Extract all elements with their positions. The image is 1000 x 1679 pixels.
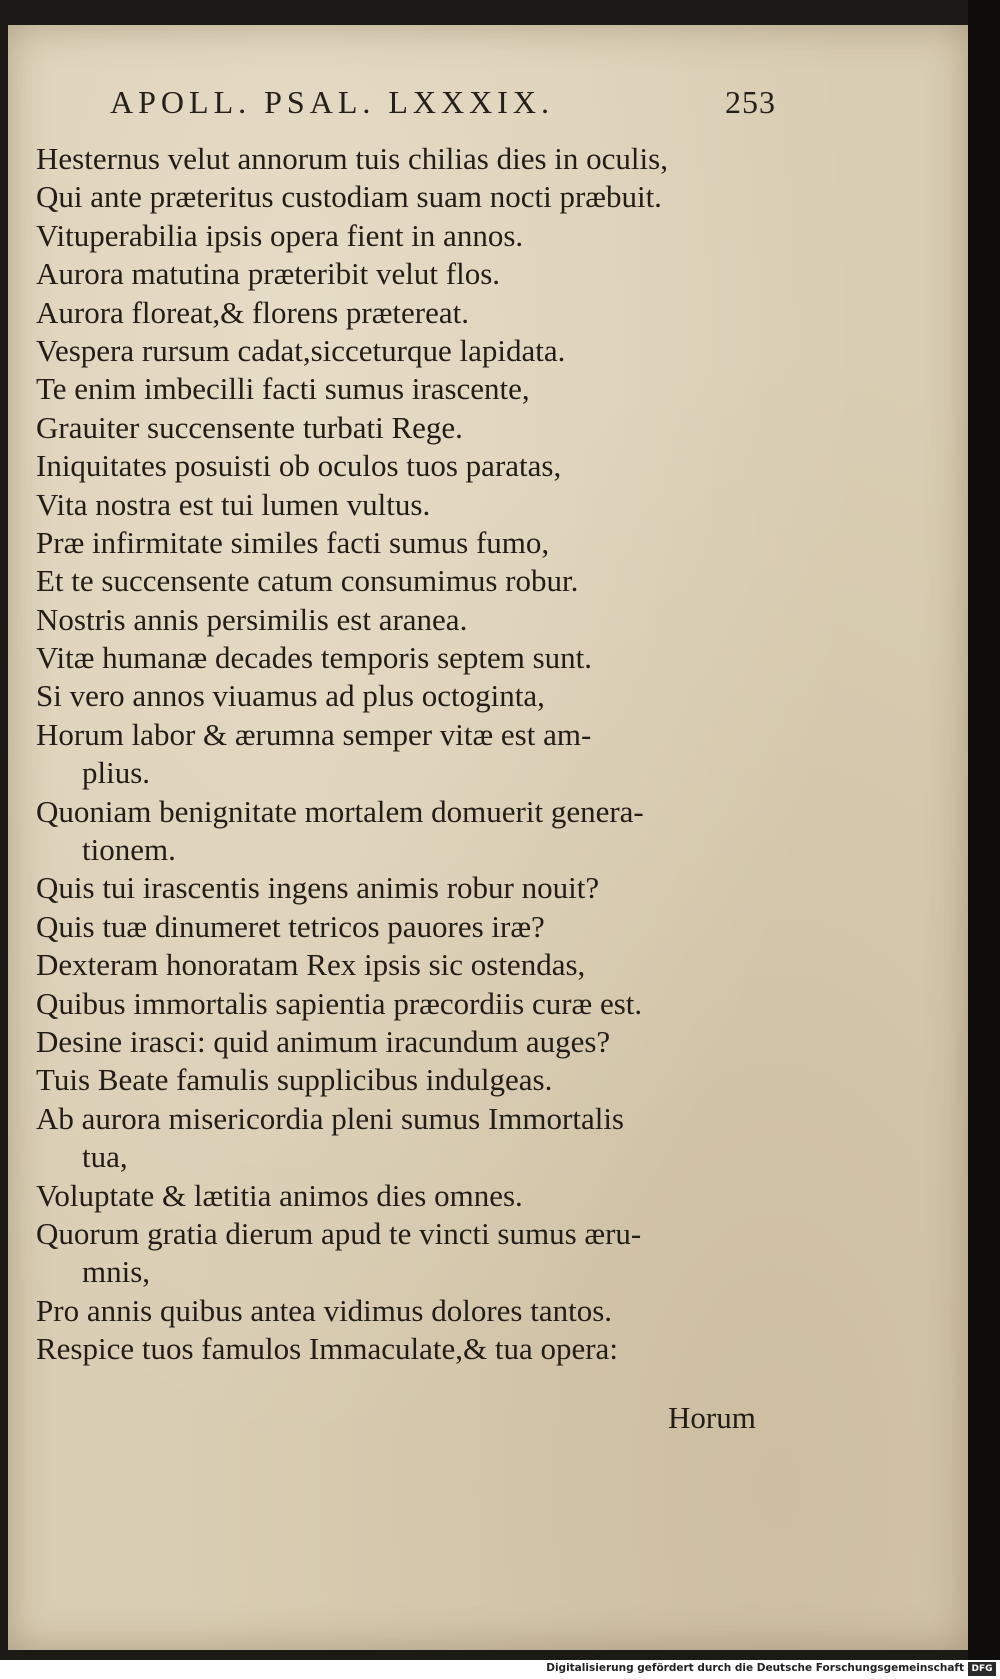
verse-line: Tuis Beate famulis supplicibus indulgeas. bbox=[36, 1062, 553, 1098]
footer-credit: Digitalisierung gefördert durch die Deutsche Forschungsgemeinschaft bbox=[546, 1662, 964, 1674]
verse-line: Desine irasci: quid animum iracundum auges? bbox=[36, 1023, 611, 1059]
verse-line: Respice tuos famulos Immaculate,& tua opera: bbox=[36, 1331, 618, 1367]
verse-line: Voluptate & lætitia animos dies omnes. bbox=[36, 1177, 523, 1213]
verse-line: Si vero annos viuamus ad plus octoginta, bbox=[36, 678, 545, 714]
verse-line-continuation: plius. bbox=[82, 755, 151, 791]
verse-line: Nostris annis persimilis est aranea. bbox=[36, 601, 468, 637]
running-title: APOLL. PSAL. LXXXIX. bbox=[110, 84, 554, 120]
verse-line: Quoniam benignitate mortalem domuerit genera- bbox=[36, 793, 644, 829]
verse-line: Hesternus velut annorum tuis chilias dies in oculis, bbox=[36, 141, 668, 176]
verse-line: Vita nostra est tui lumen vultus. bbox=[36, 486, 431, 522]
verse-line: Quis tui irascentis ingens animis robur nouit? bbox=[36, 870, 600, 906]
running-head bbox=[110, 84, 800, 121]
catchword: Horum bbox=[668, 1400, 756, 1435]
verse-line: Præ infirmitate similes facti sumus fumo, bbox=[36, 524, 550, 560]
verse-line: Pro annis quibus antea vidimus dolores tantos. bbox=[36, 1292, 613, 1328]
digitization-footer bbox=[0, 1660, 1000, 1679]
verse-line: Qui ante præteritus custodiam suam nocti præbuit. bbox=[36, 179, 662, 215]
verse-line-continuation: tua, bbox=[82, 1139, 128, 1175]
verse-line: Et te succensente catum consumimus robur. bbox=[36, 563, 579, 599]
verse-line: Quibus immortalis sapientia præcordiis curæ est. bbox=[36, 985, 643, 1021]
verse-line: Te enim imbecilli facti sumus irascente, bbox=[36, 371, 530, 407]
verse-line: Vitæ humanæ decades temporis septem sunt. bbox=[36, 640, 593, 676]
psalm-text bbox=[36, 140, 796, 1369]
verse-line: Quorum gratia dierum apud te vincti sumus æru- bbox=[36, 1215, 642, 1251]
verse-line: Quis tuæ dinumeret tetricos pauores iræ? bbox=[36, 908, 545, 944]
verse-line: Iniquitates posuisti ob oculos tuos paratas, bbox=[36, 448, 562, 484]
verse-line-continuation: tionem. bbox=[82, 832, 176, 868]
verse-line: Vituperabilia ipsis opera fient in annos. bbox=[36, 217, 524, 253]
dfg-logo-icon: DFG bbox=[968, 1662, 996, 1676]
verse-line: Aurora floreat,& florens prætereat. bbox=[36, 294, 469, 330]
verse-line: Aurora matutina præteribit velut flos. bbox=[36, 256, 501, 292]
verse-line: Vespera rursum cadat,sicceturque lapidata. bbox=[36, 332, 566, 368]
verse-line: Ab aurora misericordia pleni sumus Immortalis bbox=[36, 1100, 625, 1136]
verse-line: Grauiter succensente turbati Rege. bbox=[36, 409, 463, 445]
verse-line: Dexteram honoratam Rex ipsis sic ostendas, bbox=[36, 947, 586, 983]
scan-edge bbox=[968, 0, 1000, 1660]
page-number: 253 bbox=[725, 84, 776, 120]
verse-line: Horum labor & ærumna semper vitæ est am- bbox=[36, 716, 592, 752]
verse-line-continuation: mnis, bbox=[82, 1254, 151, 1290]
